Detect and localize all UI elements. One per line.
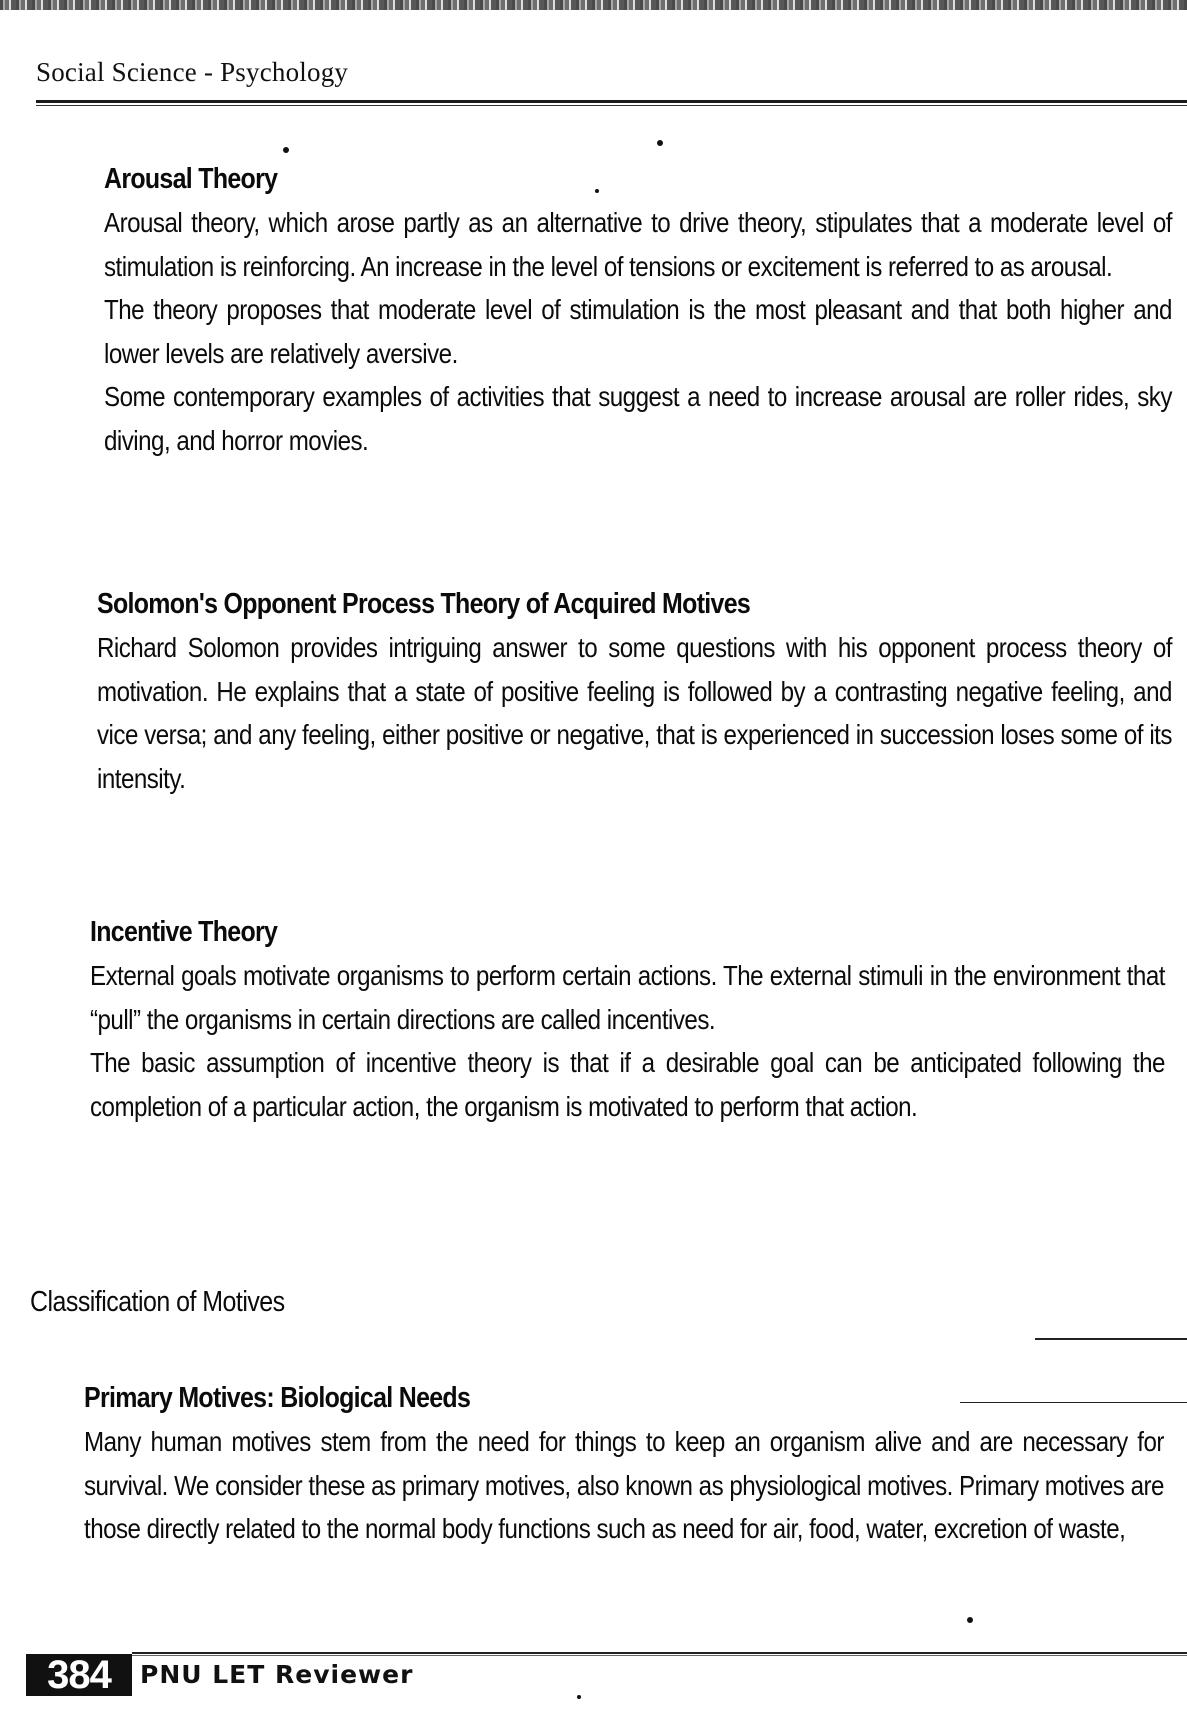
scan-speck xyxy=(577,1695,581,1699)
section-heading: Arousal Theory xyxy=(104,163,278,195)
section-heading: Primary Motives: Biological Needs xyxy=(84,1382,471,1414)
paragraph xyxy=(84,1420,1164,1551)
paragraph xyxy=(97,626,1172,800)
paragraph-text: The basic assumption of incentive theory is that if a desirable goal can be anticipated following the completion of a particular action, the organism is motivated to perform that action. xyxy=(90,1047,1165,1122)
paragraph xyxy=(104,375,1172,462)
paragraph-text: Arousal theory, which arose partly as an alternative to drive theory, stipulates that a moderate level of stimulation is reinforcing. An increase in the level of tensions or excitement is referred to as arousal. xyxy=(104,207,1172,282)
section-opponent-process-theory xyxy=(97,582,1172,800)
scan-speck xyxy=(967,1617,973,1623)
paragraph-text: Richard Solomon provides intriguing answer to some questions with his opponent process theory of motivation. He explains that a state of positive feeling is followed by a contrasting negative feeling, and vice versa; and any feeling, either positive or negative, that is experienced in succession loses some of its intensity. xyxy=(97,632,1172,794)
section-arousal-theory xyxy=(104,157,1172,462)
paragraph xyxy=(90,1041,1165,1128)
section-incentive-theory xyxy=(90,910,1165,1128)
paragraph xyxy=(104,201,1172,288)
paragraph-text: Many human motives stem from the need for things to keep an organism alive and are necessary for survival. We consider these as primary motives, also known as physiological motives. Primary motives are those directly related to the normal body functions such as need for air, food, water, excretion of waste, xyxy=(84,1426,1164,1544)
scan-speck xyxy=(657,140,663,146)
paragraph xyxy=(90,954,1165,1041)
scan-mark xyxy=(1035,1338,1187,1340)
running-head: Social Science - Psychology xyxy=(36,57,349,87)
paragraph-text: Some contemporary examples of activities that suggest a need to increase arousal are roller rides, sky diving, and horror movies. xyxy=(104,381,1172,456)
scan-speck xyxy=(283,147,289,153)
page-number-badge: 384 xyxy=(26,1654,132,1696)
header-rule xyxy=(36,100,1187,106)
footer-rule xyxy=(132,1652,1187,1656)
paragraph-text: External goals motivate organisms to perform certain actions. The external stimuli in the environment that “pull” the organisms in certain directions are called incentives. xyxy=(90,960,1165,1035)
scan-speck xyxy=(595,189,599,193)
classification-title: Classification of Motives xyxy=(30,1286,285,1318)
book-title: PNU LET Reviewer xyxy=(140,1660,414,1689)
paragraph xyxy=(104,288,1172,375)
scan-noise-border xyxy=(0,0,1187,10)
section-heading: Incentive Theory xyxy=(90,916,278,948)
section-heading: Solomon's Opponent Process Theory of Acquired Motives xyxy=(97,588,751,620)
scan-mark xyxy=(960,1402,1187,1403)
paragraph-text: The theory proposes that moderate level of stimulation is the most pleasant and that both higher and lower levels are relatively aversive. xyxy=(104,294,1172,369)
